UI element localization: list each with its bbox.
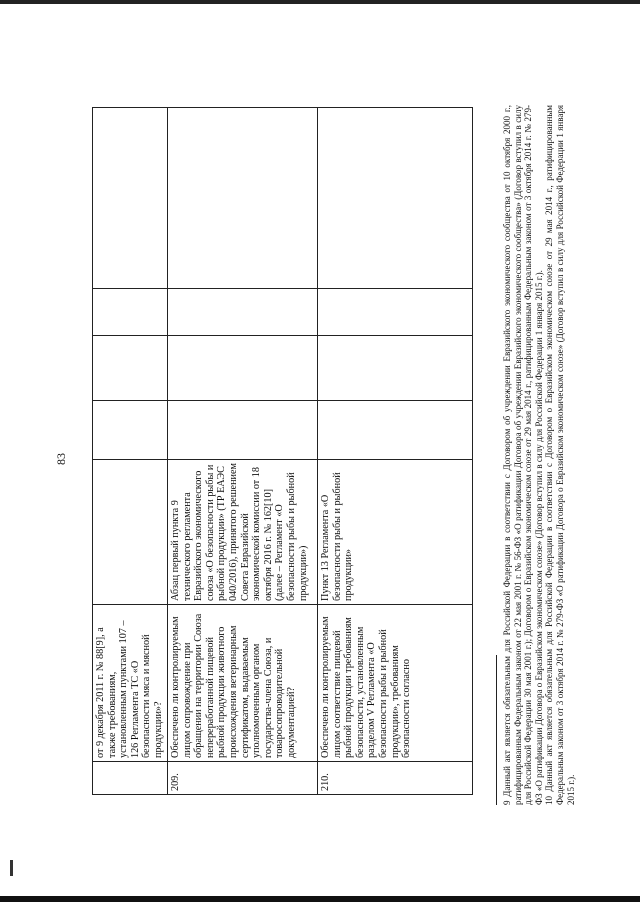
footnotes	[502, 105, 576, 805]
question-cell: от 9 декабря 2011 г. № 88[9], а также требованиям, установленным пунктами 107 – 126 Регламента ТС «О безопасности мяса и мясной продукции»?	[93, 605, 168, 762]
question-cell: Обеспечено ли контролируемым лицом соответствие пищевой рыбной продукции требованиям безопасности, установленным разделом V Регламента «О безопасности рыбы и рыбной продукции», требованиям безопасности согласно	[318, 605, 473, 762]
rotated-page	[0, 85, 610, 905]
reference-cell: Пункт 13 Регламента «О безопасности рыбы и рыбной продукции»	[318, 460, 473, 605]
empty-cell	[168, 336, 318, 401]
empty-cell	[93, 289, 168, 336]
empty-cell	[318, 401, 473, 460]
empty-cell	[318, 108, 473, 289]
checklist-table	[92, 107, 473, 795]
empty-cell	[168, 108, 318, 289]
empty-cell	[168, 289, 318, 336]
page-number: 83	[54, 453, 68, 465]
empty-cell	[318, 289, 473, 336]
table-row	[318, 108, 473, 795]
empty-cell	[93, 336, 168, 401]
footnote-9: 9 Данный акт является обязательным для Российской Федерации в соответствии с Договором об учреждении Евразийского экономического сообщества от 10 октября 2000 г., ратифицированным Федеральным законом от 22 мая 2001 г. № 56-ФЗ «О ратификации Договора об учреждении Евразийского экономического сообщества» (Договор вступил в силу для Российской Федерации 30 мая 2001 г.); Договором о Евразийском экономическом союзе от 29 мая 2014 г., ратифицированным Федеральным законом от 3 октября 2014 г. № 279-ФЗ «О ратификации Договора о Евразийском экономическом союзе» (Договор вступил в силу для Российской Федерации 1 января 2015 г.).	[502, 105, 544, 805]
row-number	[93, 762, 168, 795]
empty-cell	[168, 401, 318, 460]
row-number: 209.	[168, 762, 318, 795]
question-cell: Обеспечено ли контролируемым лицом сопровождение при обращении на территории Союза непереработанной пищевой рыбной продукции животного происхождения ветеринарным сертификатом, выдаваемым уполномоченным органом государства-члена Союза, и товаросопроводительной документацией?	[168, 605, 318, 762]
empty-cell	[318, 336, 473, 401]
row-number: 210.	[318, 762, 473, 795]
scan-edge-top	[0, 0, 640, 4]
empty-cell	[93, 108, 168, 289]
footnote-separator	[496, 655, 497, 805]
reference-cell	[93, 460, 168, 605]
reference-cell: Абзац первый пункта 9 технического регламента Евразийского экономического союза «О безопасности рыбы и рыбной продукции» (ТР ЕАЭС 040/2016), принятого решением Совета Евразийской экономической комиссии от 18 октября 2016 г. № 162[10] (далее – Регламент «О безопасности рыбы и рыбной продукции»)	[168, 460, 318, 605]
footnote-10: 10 Данный акт является обязательным для Российской Федерации в соответствии с Договором о Евразийском экономическом союзе от 29 мая 2014 г., ратифицированным Федеральным законом от 3 октября 2014 г. № 279-ФЗ «О ратификации Договора о Евразийском экономическом союзе» (Договор вступил в силу для Российской Федерации 1 января 2015 г.).	[544, 105, 576, 805]
empty-cell	[93, 401, 168, 460]
table-row	[93, 108, 168, 795]
table-row	[168, 108, 318, 795]
